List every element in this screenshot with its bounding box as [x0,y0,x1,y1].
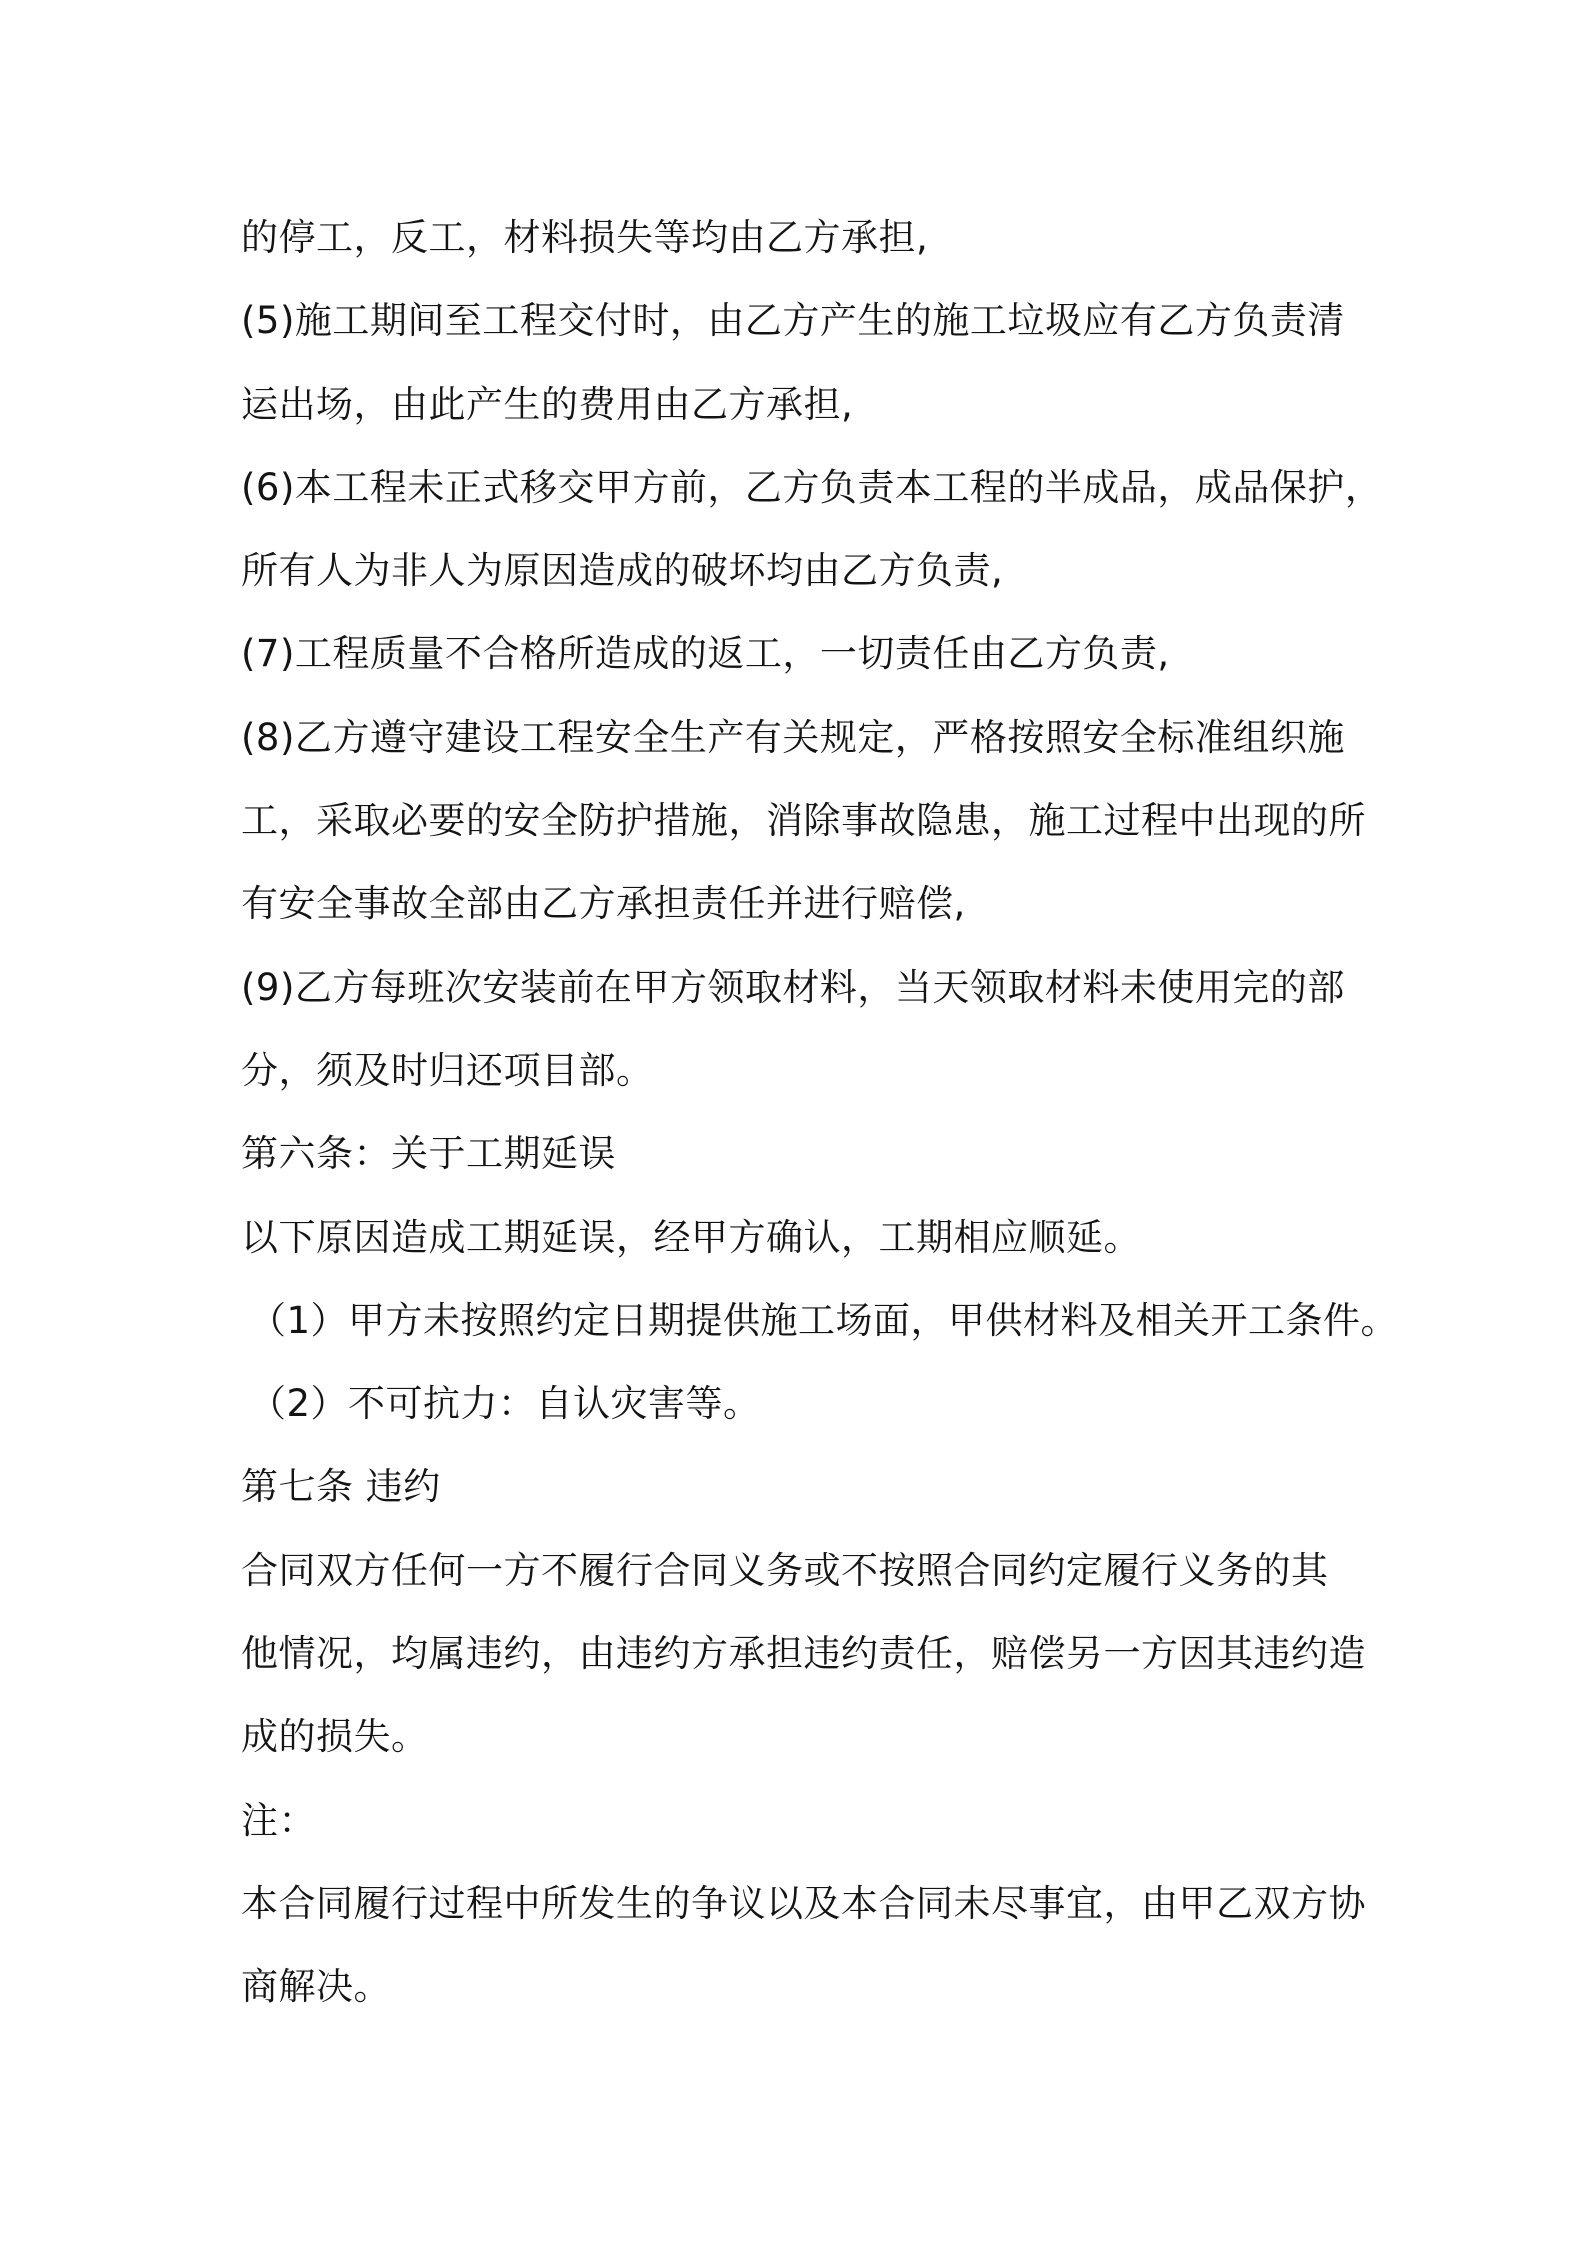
article-6-heading: 第六条：关于工期延误 [241,1132,616,1176]
article-6-item-2: （2）不可抗力：自认灾害等。 [249,1382,761,1426]
clause-8-line-3: 有安全事故全部由乙方承担责任并进行赔偿, [241,882,966,926]
article-6-intro: 以下原因造成工期延误，经甲方确认，工期相应顺延。 [241,1215,1141,1259]
article-7-line-2: 他情况，均属违约，由违约方承担违约责任，赔偿另一方因其违约造 [241,1632,1366,1676]
article-7-line-3: 成的损失。 [241,1715,429,1759]
clause-5-line-2: 运出场，由此产生的费用由乙方承担, [241,382,854,426]
note-line-1: 本合同履行过程中所发生的争议以及本合同未尽事宜，由甲乙双方协 [241,1881,1366,1925]
document-body [241,196,1399,2029]
clause-8-line-2: 工，采取必要的安全防护措施，消除事故隐患，施工过程中出现的所 [241,799,1366,843]
note-heading: 注： [241,1798,316,1842]
clause-9-line-1: (9)乙方每班次安装前在甲方领取材料，当天领取材料未使用完的部 [241,965,1345,1009]
article-6-item-1: （1）甲方未按照约定日期提供施工场面，甲供材料及相关开工条件。 [249,1298,1399,1342]
text-line-1: 的停工，反工，材料损失等均由乙方承担, [241,216,929,259]
clause-9-line-2: 分，须及时归还项目部。 [241,1048,654,1092]
clause-6-line-2: 所有人为非人为原因造成的破坏均由乙方负责, [241,549,1004,593]
clause-5-line-1: (5)施工期间至工程交付时，由乙方产生的施工垃圾应有乙方负责清 [241,299,1345,343]
article-7-line-1: 合同双方任何一方不履行合同义务或不按照合同约定履行义务的其 [241,1548,1329,1592]
note-line-2: 商解决。 [241,1965,391,2009]
clause-7-line-1: (7)工程质量不合格所造成的返工，一切责任由乙方负责, [241,632,1170,676]
clause-8-line-1: (8)乙方遵守建设工程安全生产有关规定，严格按照安全标准组织施 [241,715,1345,759]
clause-6-line-1: (6)本工程未正式移交甲方前，乙方负责本工程的半成品，成品保护， [241,465,1383,509]
article-7-heading: 第七条 违约 [241,1465,441,1509]
